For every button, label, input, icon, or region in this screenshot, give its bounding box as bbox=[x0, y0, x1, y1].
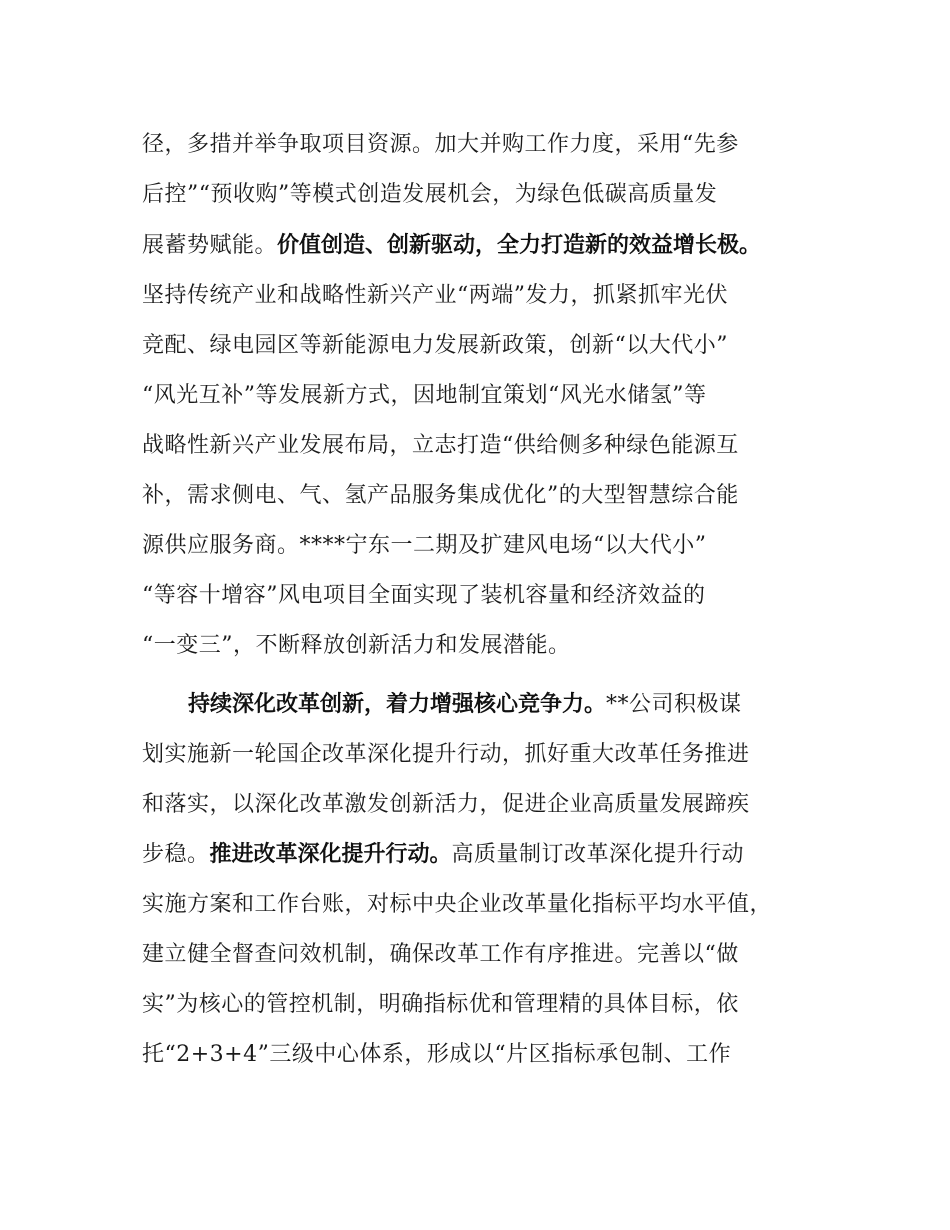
text-line bbox=[142, 531, 832, 561]
text-line bbox=[142, 180, 832, 210]
text-run: 步稳。 bbox=[142, 842, 210, 867]
text-line bbox=[142, 1040, 832, 1070]
text-line bbox=[142, 990, 832, 1020]
text-line bbox=[142, 631, 832, 661]
text-line bbox=[142, 840, 832, 870]
text-line bbox=[142, 581, 832, 611]
text-line bbox=[142, 381, 832, 411]
bold-text-run: 推进改革深化提升行动。 bbox=[209, 842, 452, 867]
text-line bbox=[142, 431, 832, 461]
text-run: “风光互补”等发展新方式，因地制宜策划“风光水储氢”等 bbox=[142, 383, 707, 408]
text-line bbox=[142, 130, 832, 160]
text-run: 建立健全督查问效机制，确保改革工作有序推进。完善以“做 bbox=[142, 942, 739, 967]
text-run: 划实施新一轮国企改革深化提升行动，抓好重大改革任务推进 bbox=[142, 742, 750, 767]
text-line bbox=[142, 940, 832, 970]
text-run: **公司积极谋 bbox=[606, 692, 742, 717]
text-run: 实”为核心的管控机制，明确指标优和管理精的具体目标，依 bbox=[142, 992, 739, 1017]
text-run: 战略性新兴产业发展布局，立志打造“供给侧多种绿色能源互 bbox=[142, 433, 739, 458]
text-line bbox=[142, 740, 832, 770]
text-line bbox=[142, 231, 832, 261]
text-line bbox=[142, 890, 832, 920]
text-run: 补，需求侧电、气、氢产品服务集成优化”的大型智慧综合能 bbox=[142, 483, 739, 508]
text-run: 竞配、绿电园区等新能源电力发展新政策，创新“以大代小” bbox=[142, 333, 728, 358]
text-run: 径，多措并举争取项目资源。加大并购工作力度，采用“先参 bbox=[142, 132, 739, 157]
text-run: 源供应服务商。****宁东一二期及扩建风电场“以大代小” bbox=[142, 533, 707, 558]
bold-text-run: 价值创造、创新驱动，全力打造新的效益增长极。 bbox=[277, 233, 762, 258]
text-line bbox=[188, 690, 878, 720]
text-line bbox=[142, 481, 832, 511]
text-line bbox=[142, 331, 832, 361]
text-run: “等容十增容”风电项目全面实现了装机容量和经济效益的 bbox=[142, 583, 706, 608]
bold-text-run: 持续深化改革创新，着力增强核心竞争力。 bbox=[188, 692, 607, 717]
text-run: 坚持传统产业和战略性新兴产业“两端”发力，抓紧抓牢光伏 bbox=[142, 283, 728, 308]
text-line bbox=[142, 281, 832, 311]
text-run: “一变三”，不断释放创新活力和发展潜能。 bbox=[142, 633, 571, 658]
text-run: 展蓄势赋能。 bbox=[142, 233, 278, 258]
text-run: 实施方案和工作台账，对标中央企业改革量化指标平均水平值， bbox=[142, 892, 773, 917]
text-line bbox=[142, 790, 832, 820]
text-run: 高质量制订改革深化提升行动 bbox=[451, 842, 745, 867]
text-run: 后控”“预收购”等模式创造发展机会，为绿色低碳高质量发 bbox=[142, 182, 718, 207]
text-run: 和落实，以深化改革激发创新活力，促进企业高质量发展蹄疾 bbox=[142, 792, 750, 817]
text-run: 托“2+3+4”三级中心体系，形成以“片区指标承包制、工作 bbox=[142, 1042, 732, 1067]
